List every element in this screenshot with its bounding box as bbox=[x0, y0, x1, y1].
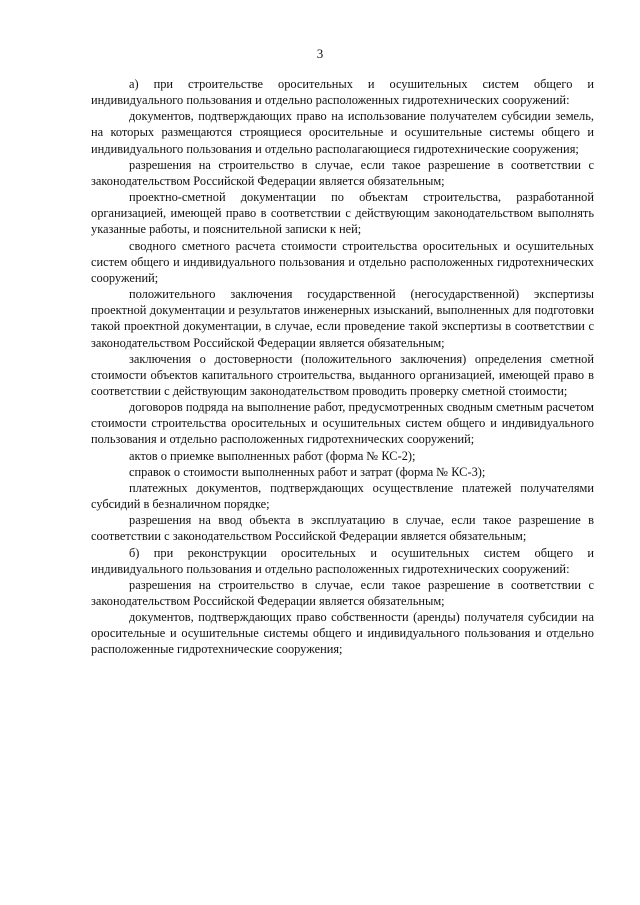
paragraph-design-estimate-documentation: проектно-сметной документации по объектам строительства, разработанной организацией, имеющей право в соответствии с действующим законодательством выполнять указанные работы, и пояснительной записки к ней; bbox=[91, 190, 594, 237]
paragraph-construction-permit: разрешения на строительство в случае, если такое разрешение в соответствии с законодательством Российской Федерации является обязательным; bbox=[91, 157, 594, 188]
paragraph-estimate-reliability: заключения о достоверности (положительного заключения) определения сметной стоимости объектов капитального строительства, выданного организацией, имеющей право в соответствии с действующим законодательством проводить проверку сметной стоимости; bbox=[91, 351, 594, 398]
paragraph-reconstruction-permit: разрешения на строительство в случае, если такое разрешение в соответствии с законодательством Российской Федерации является обязательным; bbox=[91, 577, 594, 608]
paragraph-ks3-certificates: справок о стоимости выполненных работ и затрат (форма № КС-3); bbox=[129, 464, 486, 479]
paragraph-consolidated-estimate: сводного сметного расчета стоимости строительства оросительных и осушительных систем общего и индивидуального пользования и отдельно расположенных гидротехнических сооружений; bbox=[91, 238, 594, 285]
paragraph-commissioning-permit: разрешения на ввод объекта в эксплуатацию в случае, если такое разрешение в соответствии с законодательством Российской Федерации является обязательным; bbox=[91, 513, 594, 544]
document-body bbox=[91, 76, 594, 658]
paragraph-ownership-documents: документов, подтверждающих право собственности (аренды) получателя субсидии на оросительные и осушительные системы общего и индивидуального пользования и отдельно расположенные гидротехнические сооружения; bbox=[91, 610, 594, 657]
paragraph-land-rights-documents: документов, подтверждающих право на использование получателем субсидии земель, на которых размещаются строящиеся оросительные и осушительные системы общего и индивидуального пользования и отдельно располагающиеся гидротехнические сооружения; bbox=[91, 109, 594, 156]
paragraph-a-construction-heading: а) при строительстве оросительных и осушительных систем общего и индивидуального пользования и отдельно расположенных гидротехнических сооружений: bbox=[91, 77, 594, 108]
paragraph-expertise-conclusion: положительного заключения государственной (негосударственной) экспертизы проектной документации и результатов инженерных изысканий, выполненных для подготовки такой проектной документации, в случае, если проведение такой экспертизы в соответствии с законодательством Российской Федерации является обязательным; bbox=[91, 287, 594, 350]
paragraph-contracts: договоров подряда на выполнение работ, предусмотренных сводным сметным расчетом стоимости строительства оросительных и осушительных систем общего и индивидуального пользования и отдельно расположенных гидротехнических сооружений; bbox=[91, 400, 594, 447]
paragraph-payment-documents: платежных документов, подтверждающих осуществление платежей получателями субсидий в безналичном порядке; bbox=[91, 480, 594, 512]
paragraph-ks2-acts: актов о приемке выполненных работ (форма № КС-2); bbox=[129, 448, 416, 463]
page-number: 3 bbox=[316, 46, 324, 61]
paragraph-b-reconstruction-heading: б) при реконструкции оросительных и осушительных систем общего и индивидуального пользования и отдельно расположенных гидротехнических сооружений: bbox=[91, 545, 594, 576]
